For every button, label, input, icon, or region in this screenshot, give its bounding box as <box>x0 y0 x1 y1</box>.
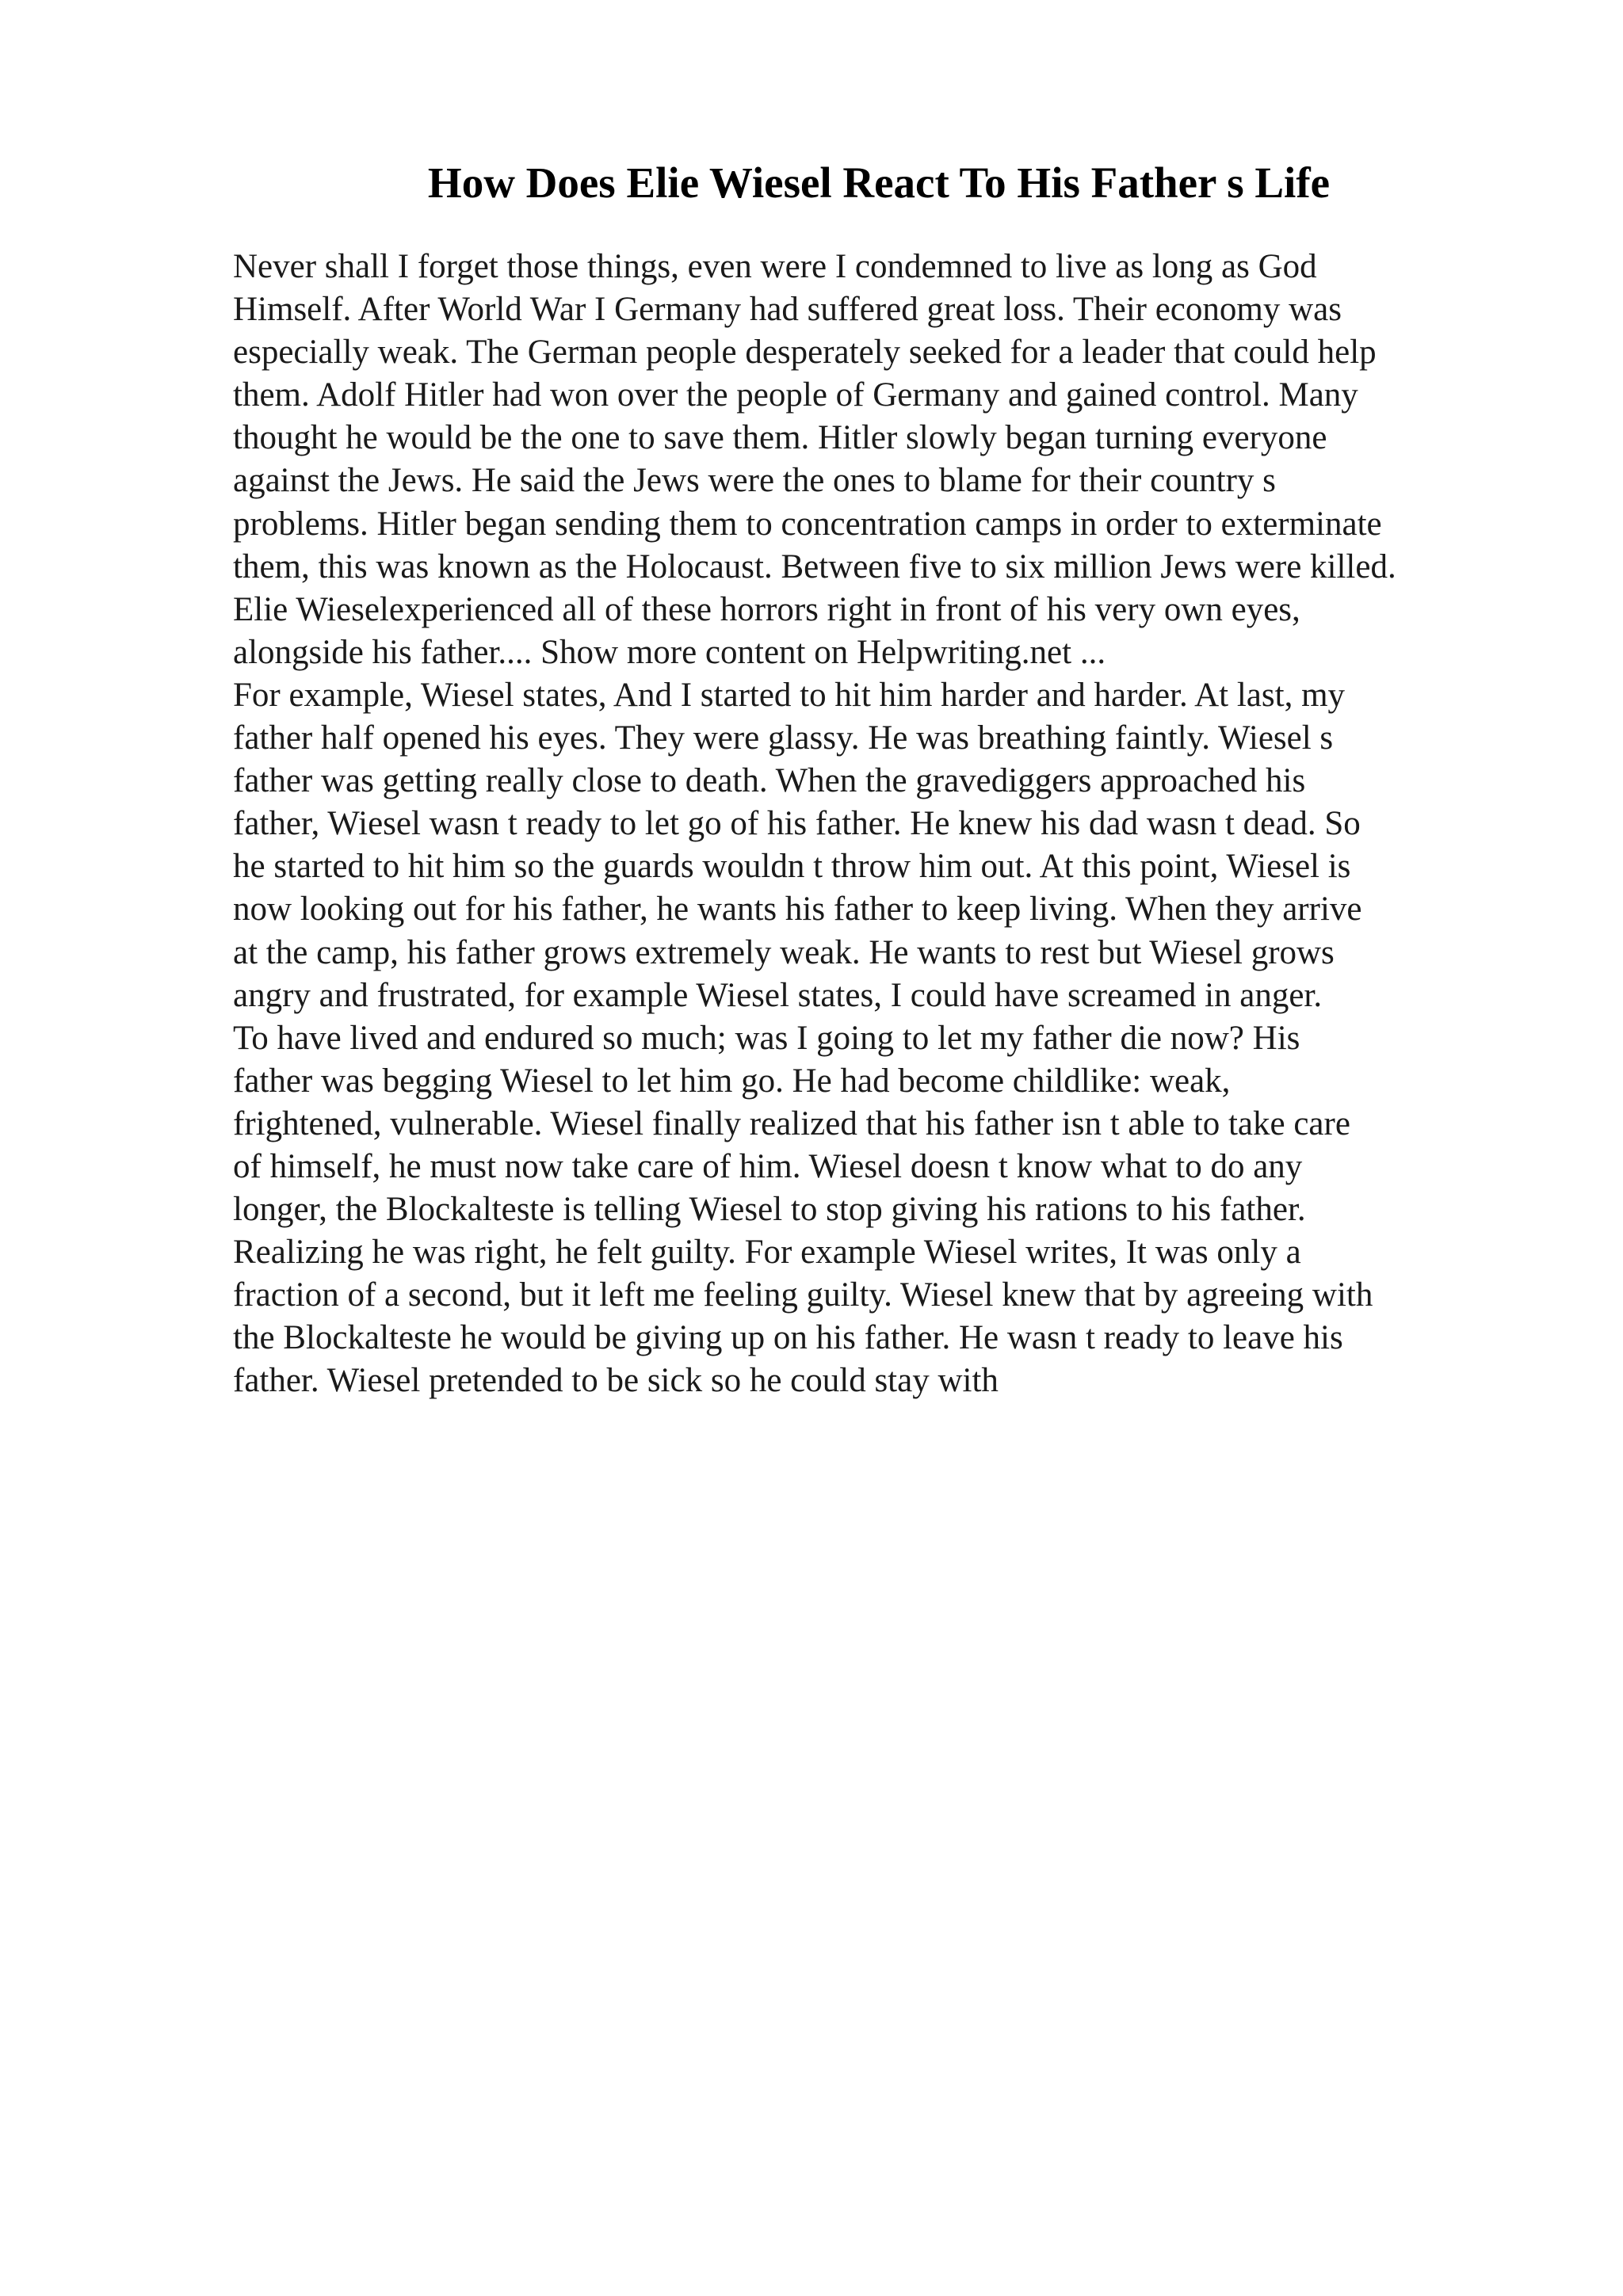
text-line: Realizing he was right, he felt guilty. For example Wiesel writes, It was only a <box>233 1234 1301 1272</box>
text-line: For example, Wiesel states, And I started to hit him harder and harder. At last, my <box>233 676 1346 714</box>
text-line: alongside his father.... Show more content on Helpwriting.net ... <box>233 633 1106 671</box>
text-line: at the camp, his father grows extremely weak. He wants to rest but Wiesel grows <box>233 933 1335 971</box>
text-line: of himself, he must now take care of him. Wiesel doesn t know what to do any <box>233 1147 1303 1185</box>
text-line: angry and frustrated, for example Wiesel states, I could have screamed in anger. <box>233 976 1323 1014</box>
text-line: father, Wiesel wasn t ready to let go of his father. He knew his dad wasn t dead. So <box>233 805 1361 843</box>
text-line: against the Jews. He said the Jews were the ones to blame for their country s <box>233 462 1276 500</box>
text-line: them. Adolf Hitler had won over the people of Germany and gained control. Many <box>233 376 1358 414</box>
document-title: How Does Elie Wiesel React To His Father s Life <box>427 158 1331 207</box>
text-line: Elie Wieselexperienced all of these horrors right in front of his very own eyes, <box>233 590 1300 628</box>
text-line: father was begging Wiesel to let him go. He had become childlike: weak, <box>233 1062 1231 1100</box>
document-body <box>233 246 1517 1403</box>
text-line: now looking out for his father, he wants his father to keep living. When they arrive <box>233 891 1362 929</box>
text-line: Never shall I forget those things, even were I condemned to live as long as God <box>233 248 1317 285</box>
text-line: he started to hit him so the guards wouldn t throw him out. At this point, Wiesel is <box>233 848 1351 886</box>
text-line: frightened, vulnerable. Wiesel finally realized that his father isn t able to take care <box>233 1104 1350 1142</box>
text-line: fraction of a second, but it left me feeling guilty. Wiesel knew that by agreeing with <box>233 1276 1373 1314</box>
text-line: them, this was known as the Holocaust. Between five to six million Jews were killed. <box>233 547 1396 585</box>
text-line: thought he would be the one to save them. Hitler slowly began turning everyone <box>233 419 1327 457</box>
text-line: Himself. After World War I Germany had suffered great loss. Their economy was <box>233 291 1342 329</box>
text-line: longer, the Blockalteste is telling Wiesel to stop giving his rations to his father. <box>233 1191 1306 1229</box>
text-line: especially weak. The German people desperately seeked for a leader that could help <box>233 334 1377 372</box>
text-line: problems. Hitler began sending them to concentration camps in order to exterminate <box>233 505 1382 543</box>
text-line: father half opened his eyes. They were glassy. He was breathing faintly. Wiesel s <box>233 719 1334 757</box>
text-line: father. Wiesel pretended to be sick so he could stay with <box>233 1362 999 1400</box>
text-line: the Blockalteste he would be giving up on his father. He wasn t ready to leave his <box>233 1319 1343 1357</box>
text-line: father was getting really close to death. When the gravediggers approached his <box>233 762 1306 800</box>
text-line: To have lived and endured so much; was I going to let my father die now? His <box>233 1019 1300 1057</box>
